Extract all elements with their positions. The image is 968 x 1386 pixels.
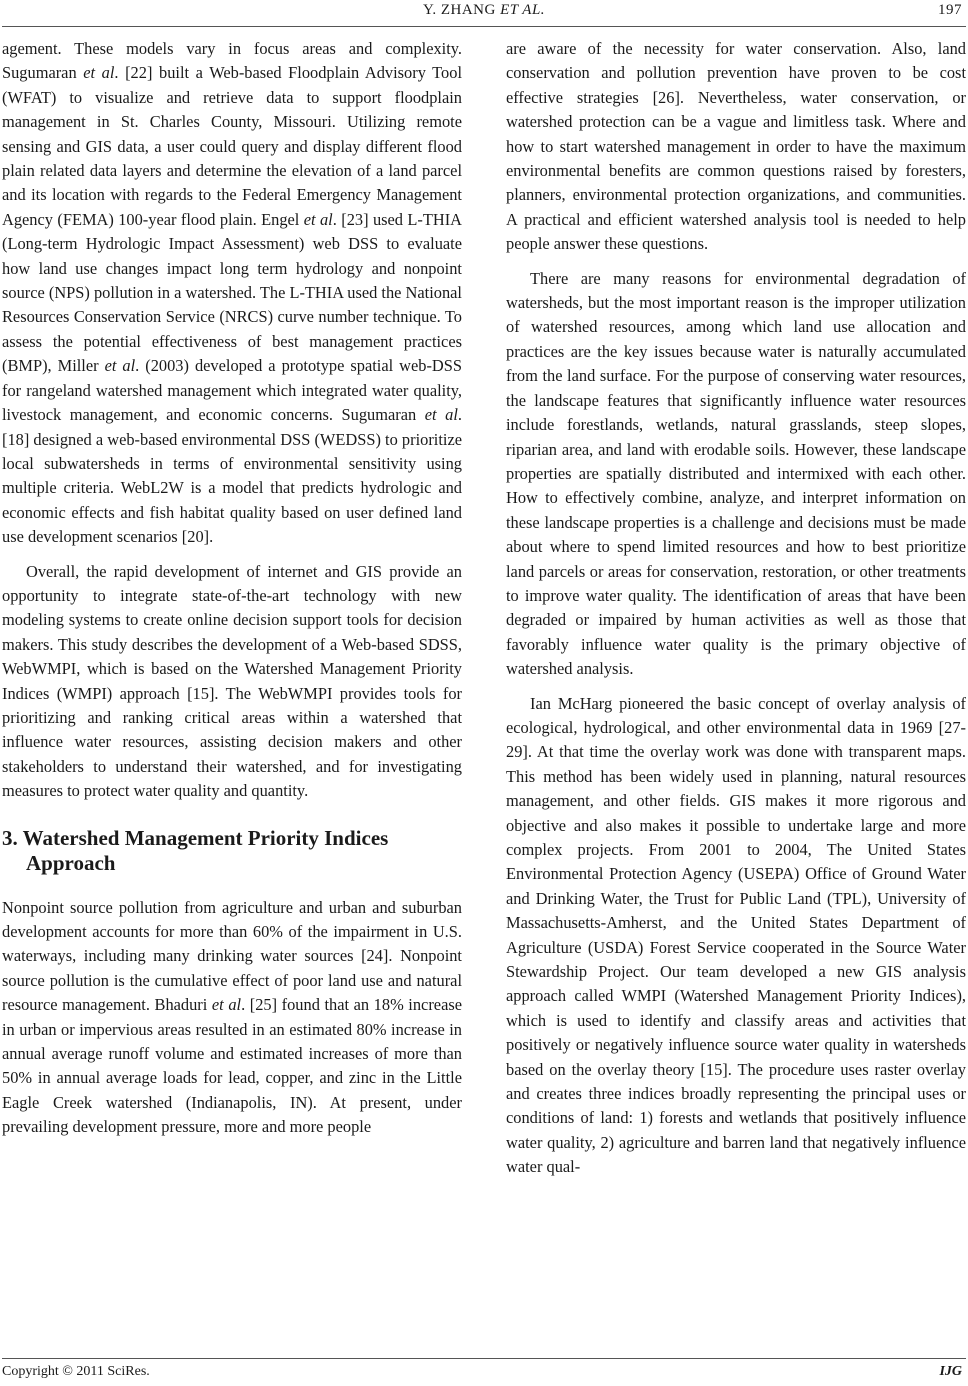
running-head [0, 2, 968, 19]
left-paragraph-3 [2, 896, 462, 1140]
left-column [2, 37, 462, 1150]
right-column [506, 37, 966, 1190]
text-run: . [22] built a Web-based Floodplain Advisory Tool (WFAT) to visualize and retrieve data to support floodplain management in St. Charles County, Missouri. Utilizing remote sensing and GIS data, a user could query and display different flood plain related data layers and determine the elevation of a land parcel and its location with regards to the Federal Emergency Management Agency (FEMA) 100-year flood plain. Engel [2, 63, 462, 229]
text-run: Nonpoint source pollution from agriculture and urban and suburban development accounts for more than 60% of the impairment in U.S. waterways, including many drinking water sources [24]. Nonpoint source pollution is the cumulative effect of poor land use and natural resource management. Bhaduri [2, 897, 462, 1015]
text-run: agement. These models vary in focus areas and complexity. Sugumaran [2, 39, 462, 83]
right-paragraph-3: Ian McHarg pioneered the basic concept of overlay analysis of ecological, hydrological, and other environmental data in 1969 [27-29]. At that time the overlay work was done with transparent maps. This method has been widely used in planning, natural resources management, and other fields. GIS makes it more rigorous and objective and also makes it possible to undertake large and more complex projects. From 2001 to 2004, The United States Environmental Protection Agency (USEPA) Office of Ground Water and Drinking Water, the Trust for Public Land (TPL), University of Massachusetts-Amherst, and the United States Department of Agriculture (USDA) Forest Service cooperated in the Source Water Stewardship Project. Our team developed a new GIS analysis approach called WMPI (Watershed Management Priority Indices), which is used to identify and classify areas and activities that positively or negatively influence source water quality in watersheds based on the overlay theory [15]. The procedure uses raster overlay and creates three indices broadly representing the principal uses or conditions of land: 1) forests and wetlands that positively influence water quality, 2) agriculture and barren land that negatively influence water qual- [506, 693, 966, 1177]
et-al-italic: et al [104, 356, 136, 376]
running-head-author: Y. ZHANG [422, 2, 496, 18]
right-paragraph-1: are aware of the necessity for water conservation. Also, land conservation and pollution prevention have proven to be cost effective strategies [26]. Nevertheless, water conservation, or watershed protection can be a vague and limitless task. Where and how to start watershed management in order to have the maximum environmental benefits are common questions raised by foresters, planners, environmental protection organizations, and communities. A practical and efficient watershed analysis tool is needed to help people answer these questions. [506, 39, 966, 254]
et-al-italic: et al [303, 209, 333, 229]
text-run: . [25] found that an 18% increase in urban or impervious areas resulted in an estimated 80% increase in annual average runoff volume and estimated increases of more than 50% in annual average loads for lead, copper, and zinc in the Little Eagle Creek watershed (Indianapolis, IN). At present, under prevailing development pressure, more and more people [2, 995, 462, 1137]
page-number: 197 [938, 2, 962, 18]
text-run: . [18] designed a web-based environmental DSS (WEDSS) to prioritize local subwatersheds in terms of environmental sensitivity using multiple criteria. WebL2W is a model that predicts hydrologic and economic effects and fish habitat quality based on user defined land use development scenarios [20]. [2, 405, 462, 547]
copyright-notice: Copyright © 2011 SciRes. [2, 1364, 150, 1379]
left-paragraph-1 [2, 37, 462, 550]
et-al-italic: et al [211, 995, 242, 1015]
text-run: . [23] used L-THIA (Long-term Hydrologic Impact Assessment) web DSS to evaluate how land use changes impact long term hydrology and nonpoint source (NPS) pollution in a watershed. The L-THIA used the National Resources Conservation Service (NRCS) curve number technique. To assess the potential effectiveness of best management practices (BMP), Miller [2, 209, 463, 376]
running-header [0, 0, 968, 28]
left-paragraph-2: Overall, the rapid development of internet and GIS provide an opportunity to integrate state-of-the-art technology with new modeling systems to create online decision support tools for decision makers. This study describes the development of a Web-based SDSS, WebWMPI, which is based on the Watershed Management Priority Indices (WMPI) approach [15]. The WebWMPI provides tools for prioritizing and ranking critical areas within a watershed that influence water resources, assisting decision makers and other stakeholders to understand their watershed, and for investigating measures to protect water quality and quantity. [2, 561, 462, 801]
text-run: . (2003) developed a prototype spatial web-DSS for rangeland watershed management which integrated water quality, livestock management, and economic concerns. Sugumaran [2, 356, 462, 425]
footer-rule [2, 1358, 966, 1359]
et-al-italic: et al [83, 63, 115, 83]
et-al-italic: et al [424, 405, 458, 425]
right-paragraph-2: There are many reasons for environmental degradation of watersheds, but the most important reason is the improper utilization of watershed resources, among which land use allocation and practices are the key issues because water is naturally accumulated from the land surface. For the purpose of conserving water resources, the landscape features that significantly influence water resources include forestlands, wetlands, natural grasslands, steep slopes, riparian area, and land with erodable soils. However, these landscape properties are spatially distributed and intermixed with each other. How to effectively combine, analyze, and interpret information on these landscape properties is a challenge and decisions must be made about where to spend limited resources and how to best prioritize land parcels or areas for conservation, restoration, or other treatments to improve water quality. The identification of areas that have been degraded or impaired by human activities as well as those that favorably influence water quality is the primary objective of watershed analysis. [506, 268, 966, 679]
journal-abbreviation: IJG [939, 1364, 962, 1379]
running-head-etal: ET AL. [500, 2, 546, 18]
header-rule [2, 26, 966, 27]
section-heading: 3. Watershed Management Priority Indices Approach [2, 825, 389, 875]
